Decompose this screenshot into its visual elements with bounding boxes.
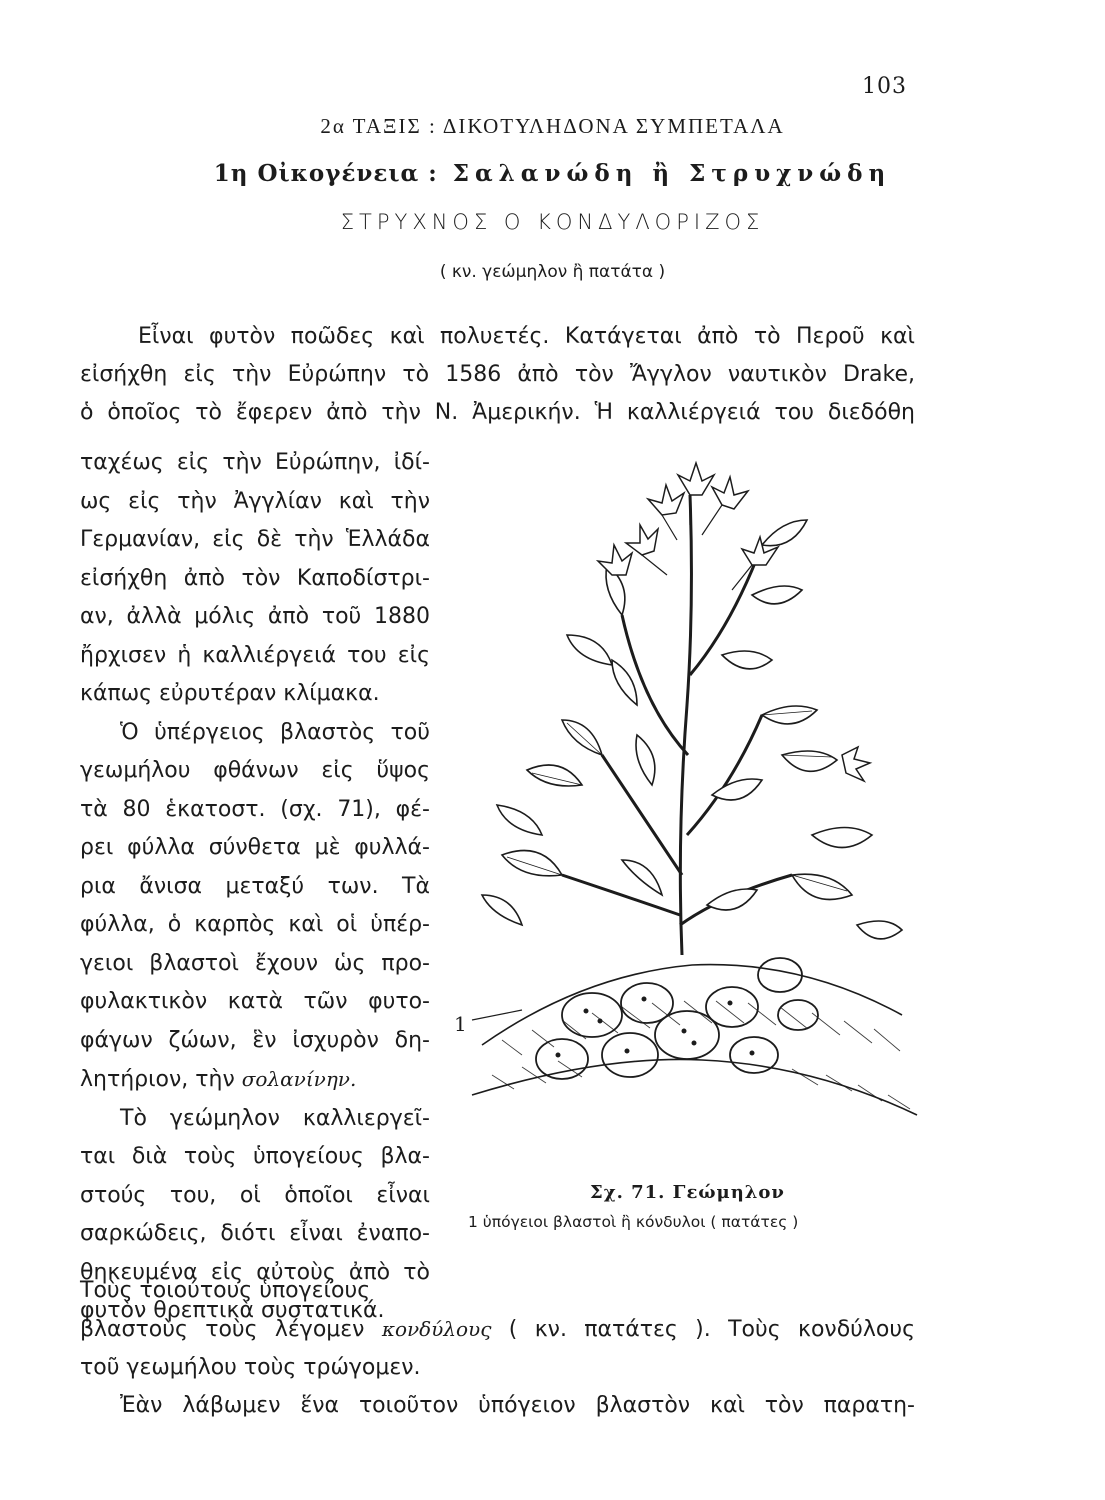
- column-line: γειοι βλαστοὶ ἔχουν ὡς προ-: [80, 950, 430, 976]
- column-line: ρια ἄνισα μεταξύ των. Τὰ: [80, 873, 430, 899]
- column-line: ως εἰς τὴν Ἀγγλίαν καὶ τὴν: [80, 488, 430, 514]
- column-line-text: λητήριον, τὴν: [80, 1067, 235, 1092]
- bottom-line-4: Ἐὰν λάβωμεν ἕνα τοιοῦτον ὑπόγειον βλαστὸν καὶ τὸν παρατη-: [120, 1393, 915, 1418]
- column-line: εἰσήχθη ἀπὸ τὸν Καποδίστρι-: [80, 565, 430, 591]
- figure-title: Σχ. 71. Γεώμηλον: [590, 1182, 785, 1203]
- column-line: θηκευμένα εἰς αὐτοὺς ἀπὸ τὸ: [80, 1259, 430, 1285]
- column-line: τὰ 80 ἑκατοστ. (σχ. 71), φέ-: [80, 796, 430, 822]
- column-line: φυτὸν θρεπτικὰ συστατικά.: [80, 1298, 385, 1323]
- column-line: φύλλα, ὁ καρπὸς καὶ οἱ ὑπέρ-: [80, 912, 430, 937]
- column-line: στούς του, οἱ ὁποῖοι εἶναι: [80, 1182, 430, 1208]
- column-line: κάπως εὐρυτέραν κλίμακα.: [80, 681, 380, 706]
- column-line: ταχέως εἰς τὴν Εὐρώπην, ἰδί-: [80, 450, 430, 475]
- bottom-line-2-end: ( κν. πατάτες ). Τοὺς κονδύλους: [508, 1317, 916, 1342]
- column-line: φάγων ζώων, ἓν ἰσχυρὸν δη-: [80, 1027, 430, 1053]
- kondylous-term: κονδύλους: [381, 1317, 492, 1341]
- bottom-line-1: Τοὺς τοιούτους ὑπογείους: [80, 1278, 371, 1303]
- class-heading: 2α ΤΑΞΙΣ : ΔΙΚΟΤΥΛΗΔΟΝΑ ΣΥΜΠΕΤΑΛΑ: [320, 114, 785, 138]
- column-line: ἤρχισεν ἡ καλλιέργειά του εἰς: [80, 642, 430, 668]
- column-line: ρει φύλλα σύνθετα μὲ φυλλά-: [80, 835, 430, 860]
- column-line: σαρκώδεις, διότι εἶναι ἐναπο-: [80, 1221, 430, 1246]
- column-line: Τὸ γεώμηλον καλλιεργεῖ-: [120, 1105, 430, 1131]
- family-heading-name: Σαλανώδη ἢ Στρυχνώδη: [452, 160, 892, 187]
- species-heading: ΣΤΡΥΧΝΟΣ Ο ΚΟΝΔΥΛΟΡΙΖΟΣ: [340, 210, 765, 234]
- column-line: αν, ἀλλὰ μόλις ἀπὸ τοῦ 1880: [80, 604, 430, 629]
- figure-label: 1: [454, 1012, 467, 1036]
- intro-paragraph: [80, 318, 915, 432]
- figure-caption: 1 ὑπόγειοι βλαστοὶ ἢ κόνδυλοι ( πατάτες ): [468, 1213, 799, 1231]
- page-number: 103: [862, 74, 907, 99]
- intro-line-3: ὁ ὁποῖος τὸ ἔφερεν ἀπὸ τὴν Ν. Ἀμερικήν. Ἡ καλλιέργειά του διεδόθη: [80, 400, 915, 425]
- solanine-term: σολανίνην.: [241, 1067, 357, 1091]
- family-heading-prefix: 1η Οἰκογένεια :: [213, 160, 438, 187]
- column-line-solanine: [80, 1060, 430, 1100]
- bottom-line-2-start: βλαστοὺς τοὺς λέγομεν: [80, 1317, 365, 1342]
- column-line: φυλακτικὸν κατὰ τῶν φυτο-: [80, 989, 430, 1014]
- potato-plant-illustration: [462, 455, 925, 1155]
- column-line: Ὁ ὑπέργειος βλαστὸς τοῦ: [120, 719, 430, 745]
- bottom-line-3: τοῦ γεωμήλου τοὺς τρώγομεν.: [80, 1355, 421, 1380]
- left-column: [80, 444, 430, 1331]
- column-line: ται διὰ τοὺς ὑπογείους βλα-: [80, 1144, 430, 1169]
- column-line: Γερμανίαν, εἰς δὲ τὴν Ἑλλάδα: [80, 527, 430, 552]
- common-name: ( κν. γεώμηλον ἢ πατάτα ): [439, 262, 666, 282]
- intro-line-1: Εἶναι φυτὸν ποῶδες καὶ πολυετές. Κατάγεται ἀπὸ τὸ Περοῦ καὶ: [138, 324, 915, 349]
- column-line: γεωμήλου φθάνων εἰς ὕψος: [80, 758, 430, 783]
- bottom-paragraph: [80, 1272, 915, 1425]
- potato-plant-drawing: [462, 455, 925, 1155]
- family-heading: [0, 160, 1105, 187]
- intro-line-2: εἰσήχθη εἰς τὴν Εὐρώπην τὸ 1586 ἀπὸ τὸν Ἄγγλον ναυτικὸν Drake,: [80, 362, 915, 387]
- bottom-line-2: [80, 1310, 915, 1349]
